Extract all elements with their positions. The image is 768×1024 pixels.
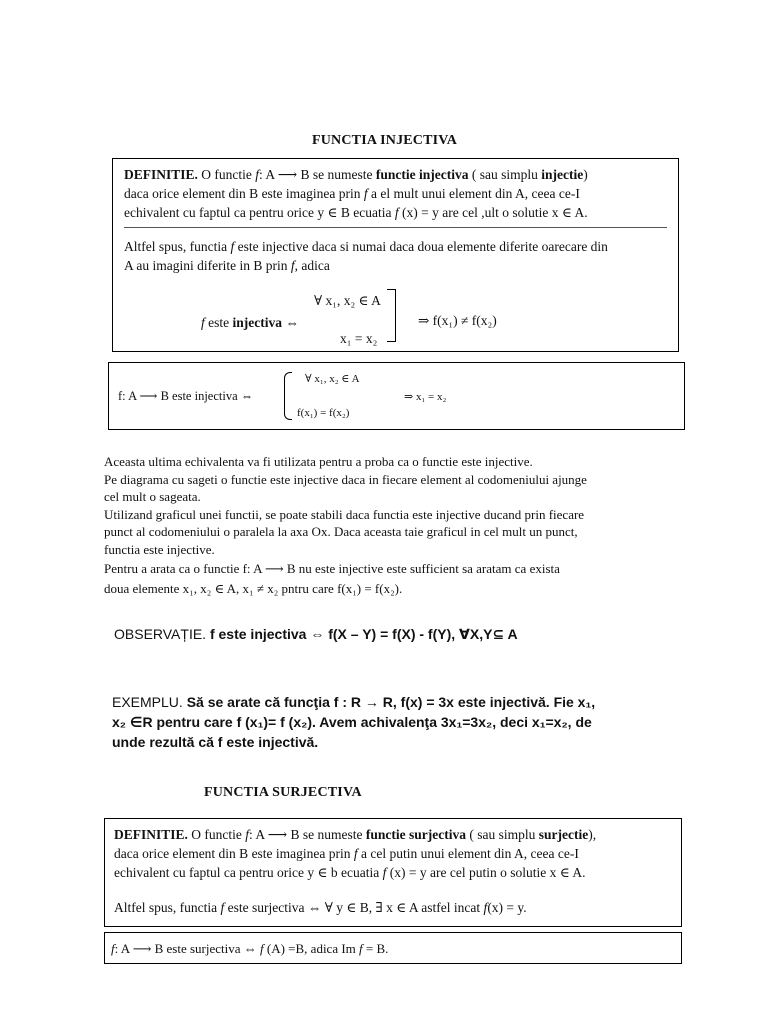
def1-text: , adica (294, 258, 330, 273)
cond-equal: x₁ = x₂ (340, 331, 378, 346)
paragraph-line: Pe diagrama cu sageti o functie este injective daca in fiecare element al codomeniului ajunge (104, 471, 587, 487)
box4-text: = B. (362, 941, 389, 956)
definition-box-surjective (104, 818, 682, 927)
criterion-lhs: f: A ⟶ B este injectiva ⇔ (118, 389, 254, 403)
box4-f: f (359, 941, 363, 956)
paragraph-line: punct al codomeniului o paralela la axa Ox. Daca aceasta taie graficul in cel mult un punct, (104, 524, 578, 539)
def1-f: f (394, 205, 399, 220)
box4-text: : A ⟶ B este surjectiva ⇔ (114, 941, 260, 956)
observation (114, 626, 518, 643)
formula-term: injectiva (232, 315, 283, 330)
def2-text: (x) = y are cel putin o solutie x ∈ A. (386, 865, 586, 880)
def2-line3 (114, 863, 585, 882)
def1-text: echivalent cu faptul ca pentru orice y ∈ B ecuatia (124, 205, 395, 220)
def2-f: f (483, 900, 488, 915)
def1-text: A au imagini diferite in B prin (124, 258, 291, 273)
def1-text: ( sau simplu (468, 167, 542, 182)
box4-text: (A) =B, adica Im (263, 941, 360, 956)
def1-term: functie injectiva (375, 167, 469, 182)
example-line-2: x₂ ∈R pentru care f (x₁)= f (x₂). Avem achivalenţa 3x₁=3x₂, deci x₁=x₂, de (112, 714, 592, 730)
formula-text: este (204, 315, 233, 330)
page-title-surjective: FUNCTIA SURJECTIVA (204, 785, 362, 800)
def1-label: DEFINITIE. (124, 167, 198, 182)
def1-line2 (124, 184, 580, 203)
left-bracket (284, 372, 292, 420)
def2-text: ), (588, 827, 597, 842)
def2-f: f (353, 846, 358, 861)
def1-alt-line2 (124, 256, 330, 275)
def2-text: echivalent cu faptul ca pentru orice y ∈ b ecuatia (114, 865, 383, 880)
formula-rhs: ⇒ f(x₁) ≠ f(x₂) (418, 313, 497, 328)
def1-text: (x) = y are cel ,ult o solutie x ∈ A. (398, 205, 588, 220)
paragraph-line: cel mult o sageata. (104, 489, 201, 504)
def2-text: Altfel spus, functia (114, 900, 221, 915)
paragraph-line: Utilizand graficul unei functii, se poate stabili daca functia este injective ducand prin fiecare (104, 506, 585, 522)
def2-text: daca orice element din B este imaginea prin (114, 846, 354, 861)
def1-f: f (363, 186, 368, 201)
def2-f: f (382, 865, 387, 880)
explanation-paragraphs (104, 453, 684, 597)
box4-f: f (260, 941, 264, 956)
def1-line1 (124, 165, 588, 184)
def1-text: a el mult unui element din A, ceea ce-I (367, 186, 580, 201)
injective-criterion-box (108, 362, 685, 430)
def2-f: f (245, 827, 250, 842)
def1-text: O functie (197, 167, 256, 182)
formula-lhs (201, 313, 299, 332)
criterion-cond1: ∀ x₁, x₂ ∈ A (305, 373, 360, 385)
example-line-3: unde rezultă că f este injectivă. (112, 734, 319, 750)
def2-line1 (114, 825, 596, 844)
right-bracket (387, 289, 396, 342)
def1-f: f (230, 239, 235, 254)
def1-text: este injective daca si numai daca doua elemente diferite oarecare din (234, 239, 608, 254)
def1-text: Altfel spus, functia (124, 239, 231, 254)
observation-text: f este injectiva ⇔ f(X – Y) = f(X) - f(Y), ∀X,Y⊆ A (206, 626, 518, 642)
criterion-cond2: f(x₁) = f(x₂) (297, 407, 350, 419)
def2-alt (114, 898, 527, 917)
def2-text: a cel putin unui element din A, ceea ce-I (357, 846, 579, 861)
def1-text: : A ⟶ B se numeste (259, 167, 376, 182)
def2-text: : A ⟶ B se numeste (249, 827, 366, 842)
surjective-criterion-box (104, 932, 682, 964)
def1-f: f (255, 167, 260, 182)
example-label: EXEMPLU. (112, 694, 183, 710)
formula-text: ⇔ (282, 315, 299, 330)
cond-forall: ∀ x₁, x₂ ∈ A (314, 293, 381, 308)
def2-term2: surjectie (538, 827, 589, 842)
criterion-rhs: ⇒ x₁ = x₂ (404, 391, 447, 403)
proof-line-2: doua elemente x₁, x₂ ∈ A, x₁ ≠ x₂ pntru care f(x₁) = f(x₂). (104, 580, 403, 596)
def2-text: este surjectiva ⇔ ∀ y ∈ B, ∃ x ∈ A astfel incat (224, 900, 484, 915)
def2-f: f (220, 900, 225, 915)
def2-label: DEFINITIE. (114, 827, 188, 842)
def2-text: O functie (187, 827, 246, 842)
def1-line3 (124, 203, 588, 222)
divider (124, 227, 667, 228)
def1-text: ) (583, 167, 588, 182)
def1-f: f (290, 258, 295, 273)
paragraph-line: functia este injective. (104, 541, 215, 557)
def1-term2: injectie (541, 167, 584, 182)
page-title-injective: FUNCTIA INJECTIVA (312, 133, 458, 148)
paragraph-line: Aceasta ultima echivalenta va fi utilizata pentru a proba ca o functie este injective. (104, 454, 533, 469)
def2-term: functie surjectiva (365, 827, 466, 842)
formula-f: f (201, 315, 205, 330)
proof-line-1: Pentru a arata ca o functie f: A ⟶ B nu este injective este sufficient sa aratam ca exista (104, 561, 560, 576)
definition-box-injective (112, 158, 679, 352)
def2-line2 (114, 844, 579, 863)
surjective-criterion (111, 939, 388, 958)
def2-text: (x) = y. (487, 900, 527, 915)
def1-alt-line1 (124, 237, 608, 256)
def1-text: daca orice element din B este imaginea prin (124, 186, 364, 201)
observation-label: OBSERVAȚIE. (114, 626, 207, 642)
example-line-1: Să se arate că funcţia f : R → R, f(x) = 3x este injectivă. Fie x₁, (182, 694, 596, 710)
box4-f: f (111, 941, 115, 956)
example (112, 692, 595, 752)
def2-text: ( sau simplu (466, 827, 539, 842)
